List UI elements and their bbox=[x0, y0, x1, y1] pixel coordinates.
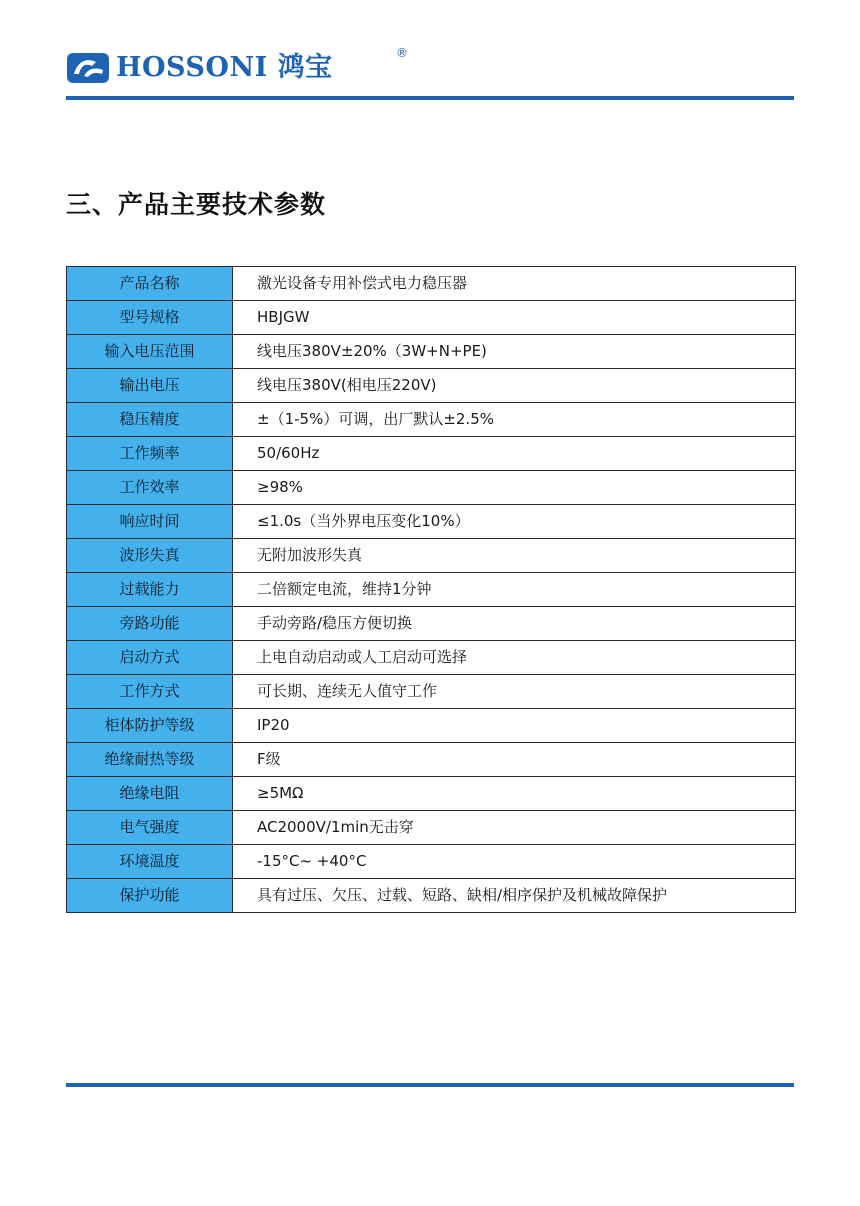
spec-value: AC2000V/1min无击穿 bbox=[233, 811, 796, 845]
spec-table bbox=[66, 266, 796, 913]
table-row bbox=[67, 403, 796, 437]
spec-label: 保护功能 bbox=[67, 879, 233, 913]
spec-value: 激光设备专用补偿式电力稳压器 bbox=[233, 267, 796, 301]
table-row bbox=[67, 573, 796, 607]
spec-value: 线电压380V±20%（3W+N+PE) bbox=[233, 335, 796, 369]
table-row bbox=[67, 743, 796, 777]
spec-label: 输出电压 bbox=[67, 369, 233, 403]
spec-value: 线电压380V(相电压220V) bbox=[233, 369, 796, 403]
spec-value: ≥98% bbox=[233, 471, 796, 505]
spec-value: 50/60Hz bbox=[233, 437, 796, 471]
spec-label: 柜体防护等级 bbox=[67, 709, 233, 743]
table-row bbox=[67, 777, 796, 811]
spec-value: HBJGW bbox=[233, 301, 796, 335]
spec-value: 手动旁路/稳压方便切换 bbox=[233, 607, 796, 641]
spec-value: ≤1.0s（当外界电压变化10%） bbox=[233, 505, 796, 539]
table-row bbox=[67, 845, 796, 879]
table-row bbox=[67, 607, 796, 641]
table-row bbox=[67, 267, 796, 301]
table-row bbox=[67, 369, 796, 403]
table-row bbox=[67, 471, 796, 505]
brand-name bbox=[116, 52, 333, 84]
table-row bbox=[67, 505, 796, 539]
spec-label: 输入电压范围 bbox=[67, 335, 233, 369]
table-row bbox=[67, 709, 796, 743]
spec-value: 无附加波形失真 bbox=[233, 539, 796, 573]
table-row bbox=[67, 879, 796, 913]
hossoni-logo-icon bbox=[66, 52, 110, 84]
spec-label: 产品名称 bbox=[67, 267, 233, 301]
spec-value: F级 bbox=[233, 743, 796, 777]
table-row bbox=[67, 437, 796, 471]
table-row bbox=[67, 641, 796, 675]
spec-value: 具有过压、欠压、过载、短路、缺相/相序保护及机械故障保护 bbox=[233, 879, 796, 913]
spec-label: 稳压精度 bbox=[67, 403, 233, 437]
spec-value: 可长期、连续无人值守工作 bbox=[233, 675, 796, 709]
spec-value: 二倍额定电流，维持1分钟 bbox=[233, 573, 796, 607]
spec-value: -15°C~ +40°C bbox=[233, 845, 796, 879]
spec-label: 绝缘电阻 bbox=[67, 777, 233, 811]
brand-name-cn: 鸿宝 bbox=[277, 52, 333, 83]
spec-value: ±（1-5%）可调，出厂默认±2.5% bbox=[233, 403, 796, 437]
spec-label: 环境温度 bbox=[67, 845, 233, 879]
section-title: 三、产品主要技术参数 bbox=[66, 190, 327, 219]
spec-label: 电气强度 bbox=[67, 811, 233, 845]
spec-label: 启动方式 bbox=[67, 641, 233, 675]
spec-value: 上电自动启动或人工启动可选择 bbox=[233, 641, 796, 675]
table-row bbox=[67, 811, 796, 845]
spec-label: 工作效率 bbox=[67, 471, 233, 505]
spec-label: 波形失真 bbox=[67, 539, 233, 573]
spec-label: 型号规格 bbox=[67, 301, 233, 335]
spec-table-body bbox=[67, 267, 796, 913]
spec-value: ≥5MΩ bbox=[233, 777, 796, 811]
registered-mark: ® bbox=[396, 46, 408, 60]
brand-logo bbox=[66, 46, 408, 86]
header-rule bbox=[66, 96, 794, 100]
spec-label: 工作方式 bbox=[67, 675, 233, 709]
table-row bbox=[67, 301, 796, 335]
spec-value: IP20 bbox=[233, 709, 796, 743]
spec-label: 工作频率 bbox=[67, 437, 233, 471]
table-row bbox=[67, 675, 796, 709]
table-row bbox=[67, 539, 796, 573]
spec-label: 旁路功能 bbox=[67, 607, 233, 641]
brand-name-en: HOSSONI bbox=[116, 52, 268, 83]
footer-rule bbox=[66, 1083, 794, 1087]
spec-label: 绝缘耐热等级 bbox=[67, 743, 233, 777]
spec-label: 响应时间 bbox=[67, 505, 233, 539]
spec-label: 过载能力 bbox=[67, 573, 233, 607]
table-row bbox=[67, 335, 796, 369]
